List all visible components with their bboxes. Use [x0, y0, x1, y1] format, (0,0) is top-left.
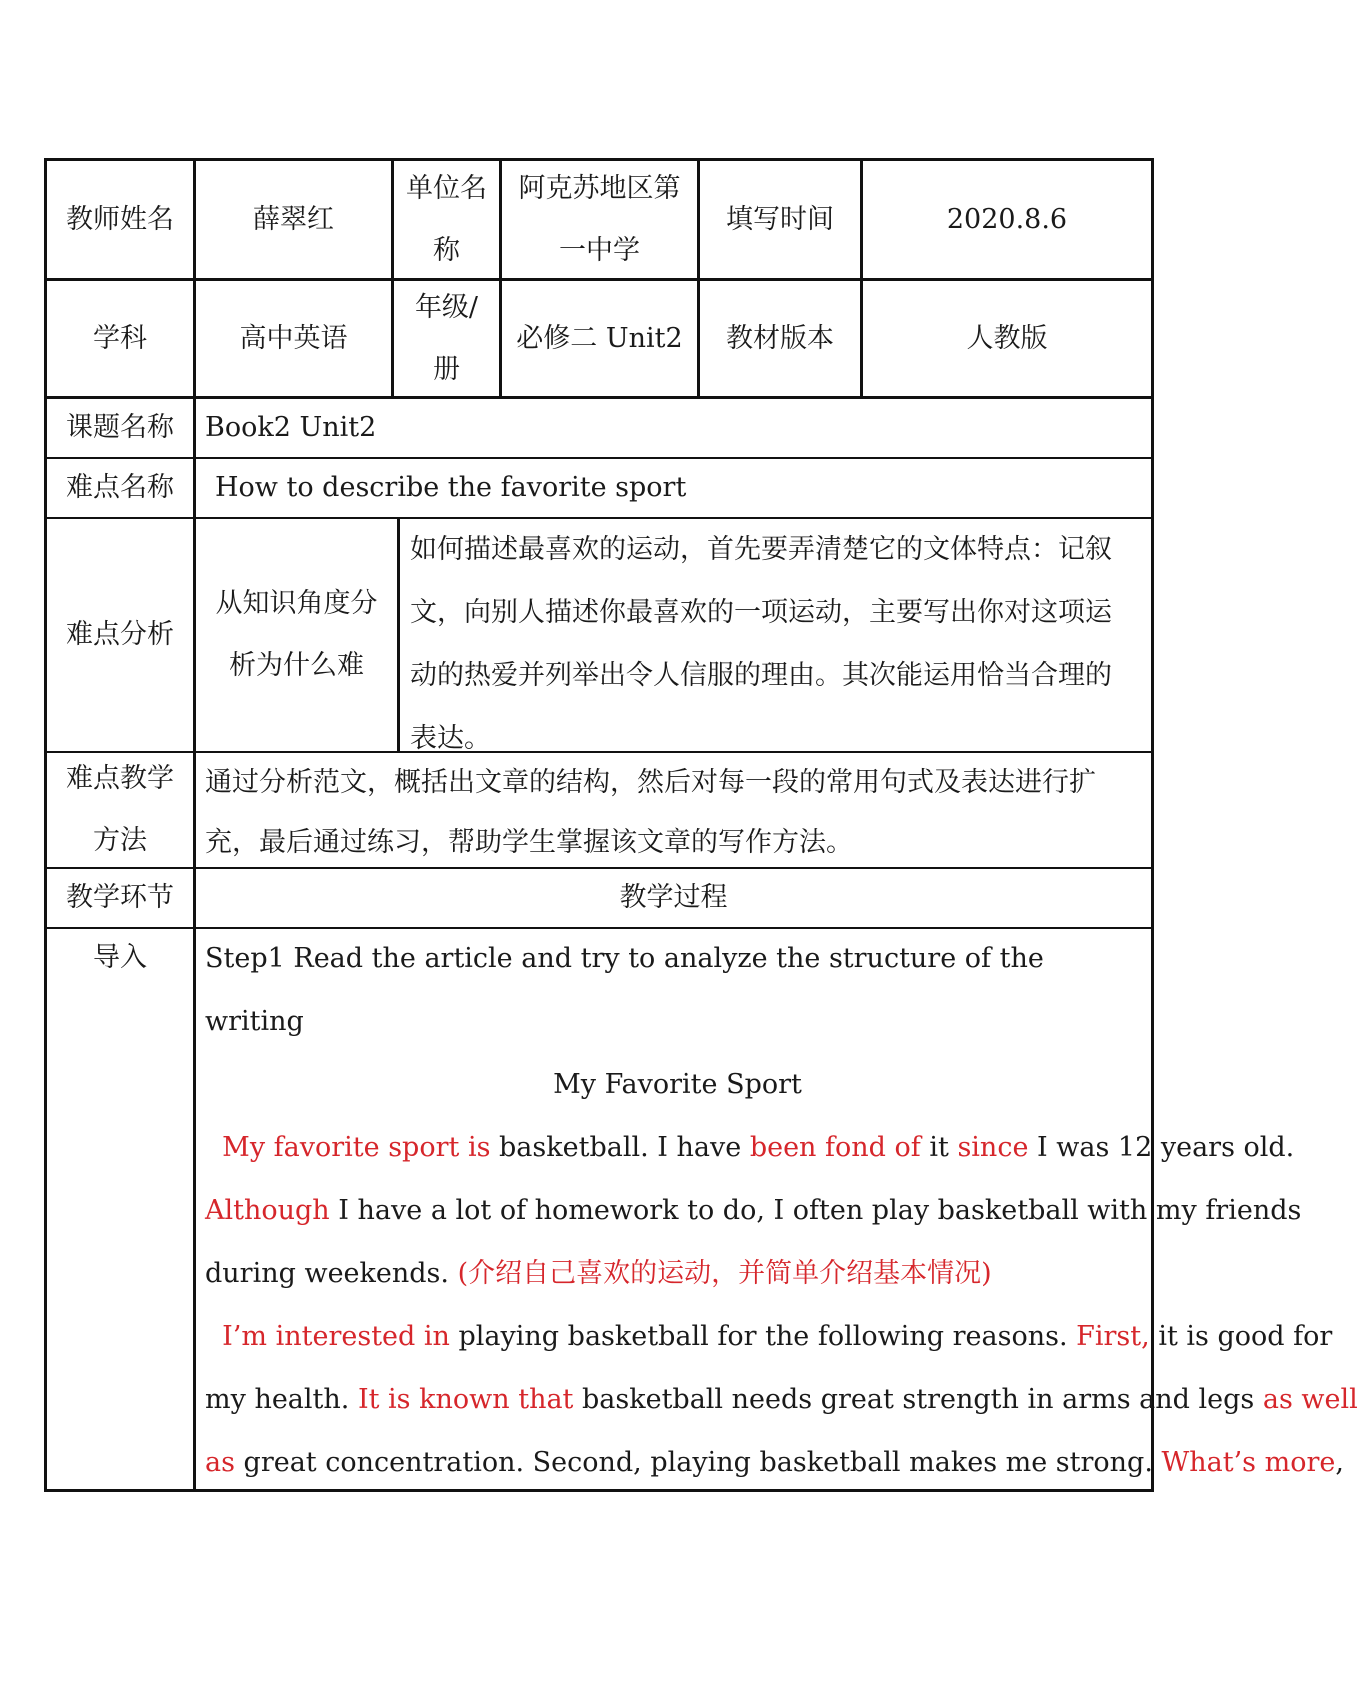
highlight-phrase: Although	[205, 1195, 330, 1226]
teaching-stage-label: 教学环节	[66, 882, 174, 913]
subject-label: 学科	[93, 323, 147, 354]
essay-text: ,	[1335, 1447, 1344, 1478]
essay-text: great concentration. Second, playing basketball makes me strong.	[234, 1447, 1162, 1478]
teaching-process-header: 教学过程	[619, 882, 728, 913]
topic-value: Book2 Unit2	[205, 412, 377, 443]
essay-text: basketball needs great strength in arms and legs	[573, 1384, 1263, 1415]
method-line: 通过分析范文，概括出文章的结构，然后对每一段的常用句式及表达进行扩	[205, 767, 1096, 798]
teacher-name-label: 教师姓名	[66, 204, 174, 235]
essay-title: My Favorite Sport	[553, 1069, 802, 1100]
highlight-phrase: as well	[1262, 1384, 1358, 1415]
unit-name-label	[394, 161, 499, 279]
fill-date-label: 填写时间	[726, 204, 834, 235]
lesson-plan-table	[44, 158, 1358, 1490]
essay-text: playing basketball for the following reasons.	[449, 1321, 1077, 1352]
analysis-sub-label	[196, 519, 397, 751]
grade-volume-label-line2: 册	[433, 354, 460, 385]
subject-value: 高中英语	[239, 323, 348, 354]
method-label-line2: 方法	[93, 825, 147, 856]
essay-text: it	[920, 1132, 958, 1163]
topic-label: 课题名称	[66, 412, 174, 443]
highlight-phrase: First,	[1076, 1321, 1150, 1352]
column-divider	[397, 519, 400, 751]
teacher-name-value: 薛翠红	[253, 204, 334, 235]
essay-text: it is good for	[1149, 1321, 1333, 1352]
unit-name-value-line1: 阿克苏地区第	[518, 173, 681, 204]
highlight-note: (介绍自己喜欢的运动，并简单介绍基本情况)	[457, 1258, 992, 1289]
analysis-sub-label-line1: 从知识角度分	[215, 588, 378, 619]
analysis-label: 难点分析	[66, 619, 174, 650]
highlight-phrase: What’s more	[1161, 1447, 1336, 1478]
textbook-edition-value: 人教版	[966, 323, 1048, 354]
highlight-phrase: My favorite sport is	[222, 1132, 491, 1163]
highlight-phrase: as	[205, 1447, 235, 1478]
essay-text: during weekends.	[205, 1258, 458, 1289]
essay-p2-line1	[205, 1305, 1333, 1368]
textbook-edition-label: 教材版本	[726, 323, 834, 354]
method-label	[47, 753, 193, 867]
step-instruction: Step1 Read the article and try to analyze the structure of the writing	[205, 943, 1044, 1037]
essay-p1-line2	[205, 1179, 1302, 1242]
highlight-phrase: It is known that	[357, 1384, 574, 1415]
method-text	[205, 753, 1150, 873]
unit-name-value	[502, 161, 697, 279]
highlight-phrase: been fond of	[749, 1132, 921, 1163]
method-label-line1: 难点教学	[66, 763, 174, 794]
method-line: 充，最后通过练习，帮助学生掌握该文章的写作方法。	[205, 827, 853, 858]
essay-text: I was 12 years old.	[1028, 1132, 1295, 1163]
unit-name-label-line1: 单位名	[406, 173, 487, 204]
essay-text: my health.	[205, 1384, 358, 1415]
unit-name-label-line2: 称	[433, 235, 460, 266]
analysis-line: 如何描述最喜欢的运动，首先要弄清楚它的文体特点：记叙	[410, 534, 1112, 565]
highlight-phrase: since	[957, 1132, 1029, 1163]
analysis-line: 文，向别人描述你最喜欢的一项运动，主要写出你对这项运	[410, 597, 1112, 628]
essay-p1-line1	[205, 1116, 1295, 1179]
essay-p2-line3	[205, 1431, 1344, 1494]
difficulty-label: 难点名称	[66, 472, 174, 503]
grade-volume-label-line1: 年级/	[414, 292, 479, 323]
fill-date-value: 2020.8.6	[946, 204, 1068, 235]
essay-text: basketball. I have	[490, 1132, 750, 1163]
grade-volume-value: 必修二 Unit2	[516, 323, 683, 354]
essay-p2-line2	[205, 1368, 1358, 1431]
intro-label: 导入	[93, 942, 147, 973]
essay-p1-line3	[205, 1242, 1150, 1305]
analysis-line: 动的热爱并列举出令人信服的理由。其次能运用恰当合理的	[410, 660, 1112, 691]
intro-content	[205, 927, 1358, 1494]
difficulty-value: How to describe the favorite sport	[215, 472, 687, 503]
analysis-sub-label-line2: 析为什么难	[229, 650, 364, 681]
analysis-line: 表达。	[410, 723, 491, 754]
essay-text: I have a lot of homework to do, I often play basketball with my friends	[329, 1195, 1302, 1226]
analysis-text	[410, 518, 1150, 770]
highlight-phrase: I’m interested in	[222, 1321, 450, 1352]
grade-volume-label	[394, 281, 499, 397]
unit-name-value-line2: 一中学	[559, 235, 640, 266]
